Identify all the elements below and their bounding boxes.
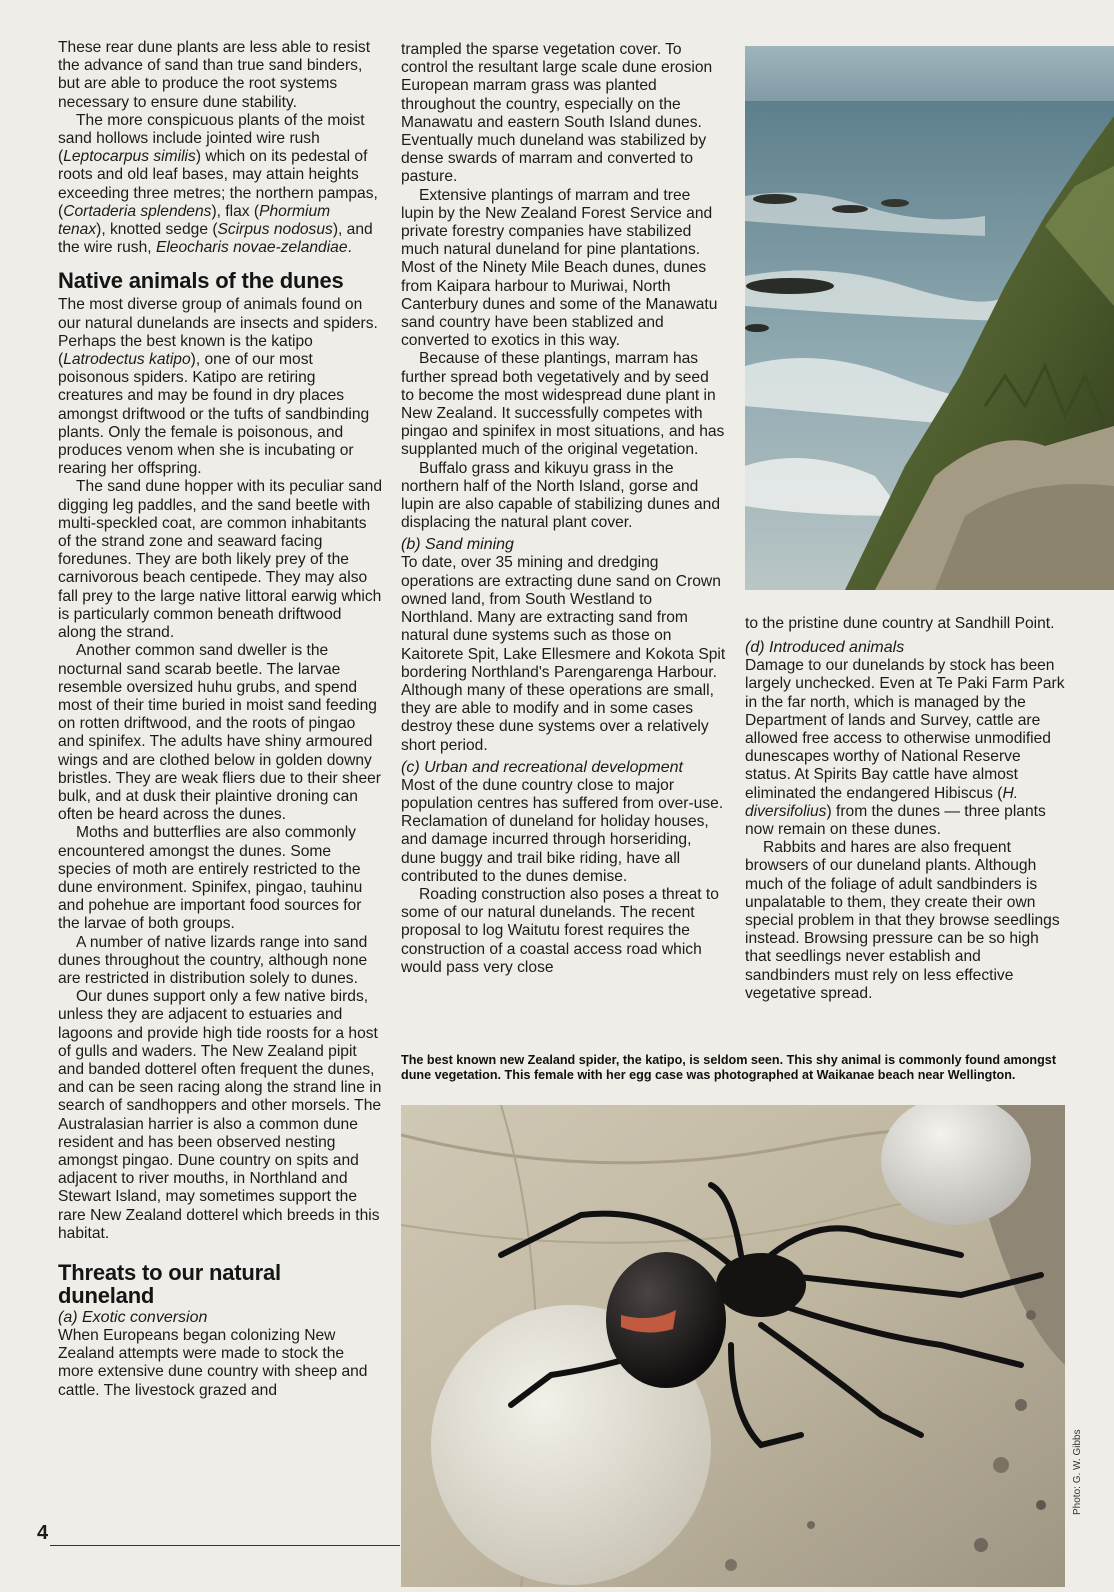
paragraph: Most of the dune country close to major population centres has suffered from over-use. Reclamation of duneland for holiday houses, and damage incurred through horseriding, dune buggy and trail bike riding, have all contributed to the dunes demise. <box>401 776 724 885</box>
paragraph: to the pristine dune country at Sandhill Point. <box>745 615 1055 632</box>
katipo-spider-photo <box>401 1105 1065 1587</box>
paragraph: trampled the sparse vegetation cover. To control the resultant large scale dune erosion European marram grass was planted throughout the country, especially on the Manawatu and eastern South Island dunes. Eventually much duneland was stabilized by dense swards of marram and converted to pasture. <box>401 41 713 186</box>
paragraph: The most diverse group of animals found on our natural dunelands are insects and spiders. Perhaps the best known is the katipo (Latrodectus katipo), one of our most poisonous spiders. Katipo are retiring creatures and may be found in dry places amongst driftwood or the tufts of sandbinding plants. Only the female is poisonous, and produces venom when she is incubating or rearing her offspring. <box>58 296 378 478</box>
subheading-urban-development: (c) Urban and recreational development <box>401 758 683 776</box>
photo-caption: The best known new Zealand spider, the katipo, is seldom seen. This shy animal is commonly found amongst dune vegetation. This female with her egg case was photographed at Waikanae beach near Wellington. <box>401 1053 1057 1082</box>
subheading-sand-mining: (b) Sand mining <box>401 536 514 554</box>
subheading-introduced-animals: (d) Introduced animals <box>745 639 905 657</box>
paragraph: A number of native lizards range into sand dunes throughout the country, although none are restricted in distribution solely to dunes. <box>58 933 368 987</box>
paragraph: Extensive plantings of marram and tree lupin by the New Zealand Forest Service and private forestry companies have stabilized much natural duneland for pine plantations. Most of the Ninety Mile Beach dunes, dunes from Kaipara harbour to Muriwai, North Canterbury dunes and some of the Manawatu sand country have been stablized and converted to exotics in this way. <box>401 186 718 350</box>
section-heading-native-animals: Native animals of the dunes <box>58 268 344 294</box>
paragraph: Damage to our dunelands by stock has been largely unchecked. Even at Te Paki Farm Park in the far north, which is managed by the Department of lands and Survey, cattle are allowed free access to otherwise unmodified dunescapes worthy of National Reserve status. At Spirits Bay cattle have almost eliminated the endangered Hibiscus (H. diversifolius) from the dunes — three plants now remain on these dunes. <box>745 657 1065 839</box>
column-2 <box>401 41 726 977</box>
paragraph: Buffalo grass and kikuyu grass in the northern half of the North Island, gorse and lupin are also capable of stabilizing dunes and displacing the natural plant cover. <box>401 459 721 532</box>
paragraph: Roading construction also poses a threat to some of our natural dunelands. The recent proposal to log Waitutu forest requires the construction of a coastal access road which would pass very close <box>401 885 719 976</box>
page-number: 4 <box>37 1522 49 1544</box>
paragraph: Moths and butterflies are also commonly encountered amongst the dunes. Some species of moth are entirely restricted to the dune environment. Spinifex, pingao, tauhinu and pohehue are important food sources for the larvae of both groups. <box>58 824 363 933</box>
coastal-dune-photo <box>745 46 1114 590</box>
column-1 <box>58 39 382 1400</box>
subheading-exotic-conversion: (a) Exotic conversion <box>58 1309 208 1326</box>
paragraph: Our dunes support only a few native birds, unless they are adjacent to estuaries and lagoons and provide high tide roosts for a host of gulls and waders. The New Zealand pipit and banded dotterel often frequent the dunes, and can be seen racing along the strand line in search of sandhoppers and other morsels. The Australasian harrier is also a common dune resident and has been observed nesting amongst pingao. Dune country on spits and adjacent to river mouths, in Northland and Stewart Island, may sometimes support the rare New Zealand dotterel which breeds in this habitat. <box>58 988 382 1242</box>
paragraph: Because of these plantings, marram has further spread both vegetatively and by seed to become the most widespread dune plant in New Zealand. It successfully competes with pingao and spinifex in most situations, and has supplanted much of the original vegetation. <box>401 350 725 459</box>
paragraph: Rabbits and hares are also frequent browsers of our duneland plants. Although much of the foliage of adult sandbinders is unpalatable to them, they create their own special problem in that they browse seedlings instead. Browsing pressure can be so high that seedlings never establish and sandbinders must rely on less effective vegetative spread. <box>745 839 1060 1002</box>
section-heading-threats: Threats to our natural duneland <box>58 1260 281 1308</box>
paragraph: These rear dune plants are less able to resist the advance of sand than true sand binders, but are able to produce the root systems necessary to ensure dune stability. <box>58 39 371 111</box>
paragraph: When Europeans began colonizing New Zealand attempts were made to stock the more extensive dune country with sheep and cattle. The livestock grazed and <box>58 1327 368 1399</box>
paragraph: To date, over 35 mining and dredging operations are extracting dune sand on Crown owned land, from South Westland to Northland. Many are extracting sand from natural dune systems such as those on Kaitorete Spit, Lake Ellesmere and Kokota Spit bordering Northland's Parengarenga Harbour. Although many of these operations are small, they are able to modify and in some cases destroy these dune systems over a relatively short period. <box>401 554 726 754</box>
photo-credit: Photo: G. W. Gibbs <box>1072 1429 1083 1515</box>
column-3 <box>745 615 1067 1003</box>
paragraph: The more conspicuous plants of the moist sand hollows include jointed wire rush (Leptocarpus similis) which on its pedestal of roots and old leaf bases, may attain heights exceeding three metres; the northern pampas, (Cortaderia splendens), flax (Phormium tenax), knotted sedge (Scirpus nodosus), and the wire rush, Eleocharis novae-zelandiae. <box>58 111 378 257</box>
paragraph: Another common sand dweller is the nocturnal sand scarab beetle. The larvae resemble oversized huhu grubs, and spend most of their time buried in moist sand feeding on rotten driftwood, and the roots of pingao and spinifex. The adults have shiny armoured wings and are clothed below in golden downy bristles. They are weak fliers due to their sheer bulk, and at dusk their plaintive droning can often be heard across the dunes. <box>58 642 381 824</box>
paragraph: The sand dune hopper with its peculiar sand digging leg paddles, and the sand beetle with multi-speckled coat, are common inhabitants of the strand zone and seaward facing foredunes. They are both likely prey of the carnivorous beach centipede. They may also fall prey to the large native littoral earwig which is particularly common beneath driftwood along the strand. <box>58 478 383 642</box>
footer-rule <box>50 1545 400 1546</box>
